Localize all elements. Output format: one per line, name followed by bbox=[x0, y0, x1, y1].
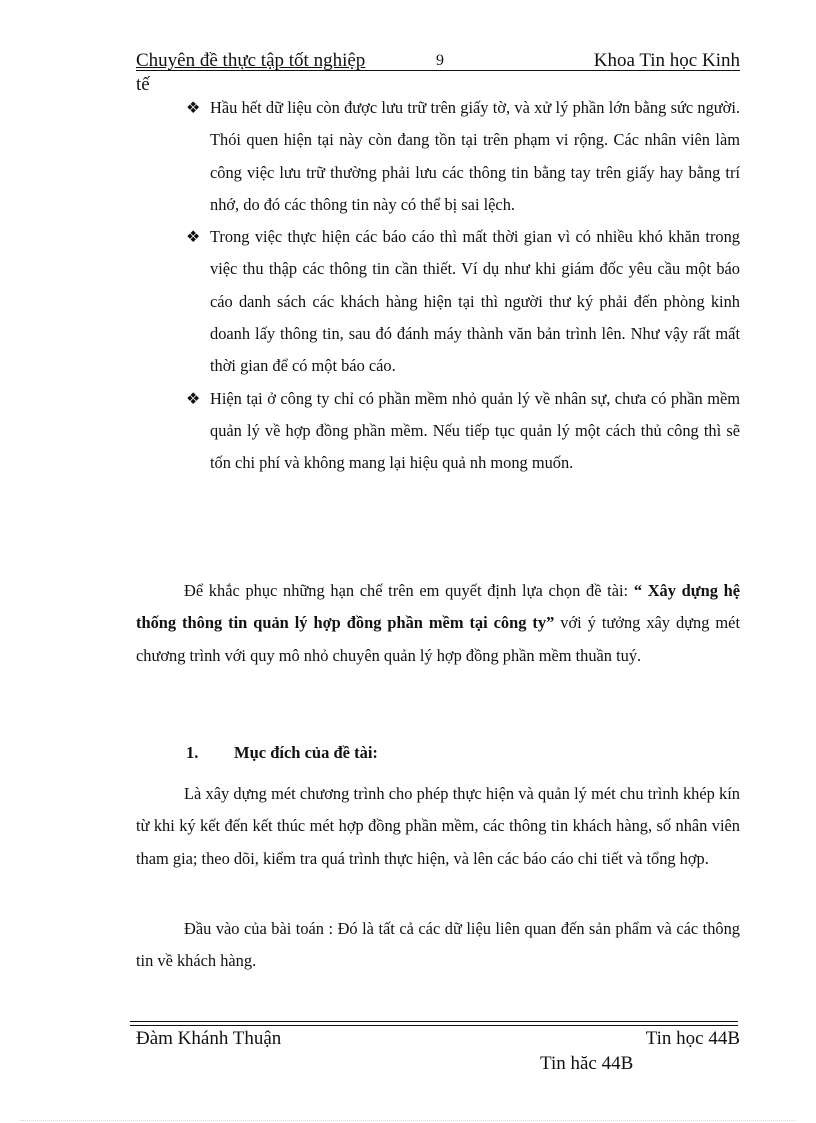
header-faculty: Khoa Tin học Kinh bbox=[593, 50, 740, 71]
bullet-text: Trong việc thực hiện các báo cáo thì mất thời gian vì có nhiều khó khăn trong việc thu thập các thông tin cần thiết. Ví dụ như khi giám đốc yêu cầu một báo cáo danh sách các khách hàng hiện tại thì người thư ký phải đến phòng kinh doanh lấy thông tin, sau đó đánh máy thành văn bản trình lên. Như vậy rất mất thời gian để có một báo cáo. bbox=[210, 227, 740, 376]
page-boundary bbox=[20, 1120, 796, 1121]
section-heading bbox=[186, 738, 378, 768]
header-faculty-continuation: tế bbox=[136, 74, 150, 95]
bullet-text: Hiện tại ở công ty chỉ có phần mềm nhỏ quản lý về nhân sự, chưa có phần mềm quản lý về hợp đồng phần mềm. Nếu tiếp tục quản lý một cách thủ công thì sẽ tốn chi phí và không mang lại hiệu quả nh mong muốn. bbox=[210, 388, 740, 473]
bullet-item bbox=[186, 221, 740, 382]
footer-class-duplicate: Tin hăc 44B bbox=[540, 1053, 634, 1074]
intro-text-before: Để khắc phục những hạn chế trên em quyết định lựa chọn đề tài: bbox=[184, 581, 634, 600]
page-number: 9 bbox=[436, 52, 444, 69]
input-text: Đầu vào của bài toán : Đó là tất cả các dữ liệu liên quan đến sản phẩm và các thông tin về khách hàng. bbox=[136, 919, 740, 971]
section-title: Mục đích của đề tài: bbox=[234, 743, 378, 762]
bullet-list bbox=[186, 92, 740, 480]
bullet-item bbox=[186, 92, 740, 221]
diamond-bullet-icon: ❖ bbox=[186, 227, 201, 247]
intro-text-after: với ý tưởng xây dựng mét chương trình với quy mô nhỏ chuyên quản lý hợp đồng phần mềm thuần tuý. bbox=[136, 613, 740, 665]
page-footer bbox=[136, 1027, 740, 1051]
purpose-text: Là xây dựng mét chương trình cho phép thực hiện và quản lý mét chu trình khép kín từ khi ký kết đến kết thúc mét hợp đồng phần mềm, các thông tin khách hàng, số nhân viên tham gia; theo dõi, kiểm tra quá trình thực hiện, và lên các báo cáo chi tiết và tổng hợp. bbox=[136, 784, 740, 868]
section-number: 1. bbox=[186, 743, 199, 762]
input-paragraph bbox=[136, 913, 740, 978]
purpose-paragraph bbox=[136, 778, 740, 875]
bullet-item bbox=[186, 383, 740, 480]
page-header bbox=[136, 50, 740, 72]
project-title: “ Xây dựng hệ thống thông tin quản lý hợp đồng phần mềm tại công ty” bbox=[136, 581, 740, 633]
intro-paragraph bbox=[136, 575, 740, 672]
header-rule bbox=[136, 70, 740, 71]
diamond-bullet-icon: ❖ bbox=[186, 98, 201, 117]
footer-rule bbox=[130, 1025, 738, 1026]
footer-class: Tin học 44B bbox=[645, 1028, 740, 1049]
bullet-text: Hầu hết dữ liệu còn được lưu trữ trên giấy tờ, và xử lý phần lớn bằng sức người. Thói quen hiện tại này còn đang tồn tại trên phạm vi rộng. Các nhân viên làm công việc lưu trữ thường phải lưu các thông tin bằng tay trên giấy hay bằng trí nhớ, do đó các thông tin này có thể bị sai lệch. bbox=[210, 98, 740, 214]
header-document-title: Chuyên đề thực tập tốt nghiệp bbox=[136, 50, 366, 71]
footer-author: Đàm Khánh Thuận bbox=[136, 1028, 282, 1049]
footer-rule bbox=[130, 1021, 738, 1022]
diamond-bullet-icon: ❖ bbox=[186, 388, 201, 408]
